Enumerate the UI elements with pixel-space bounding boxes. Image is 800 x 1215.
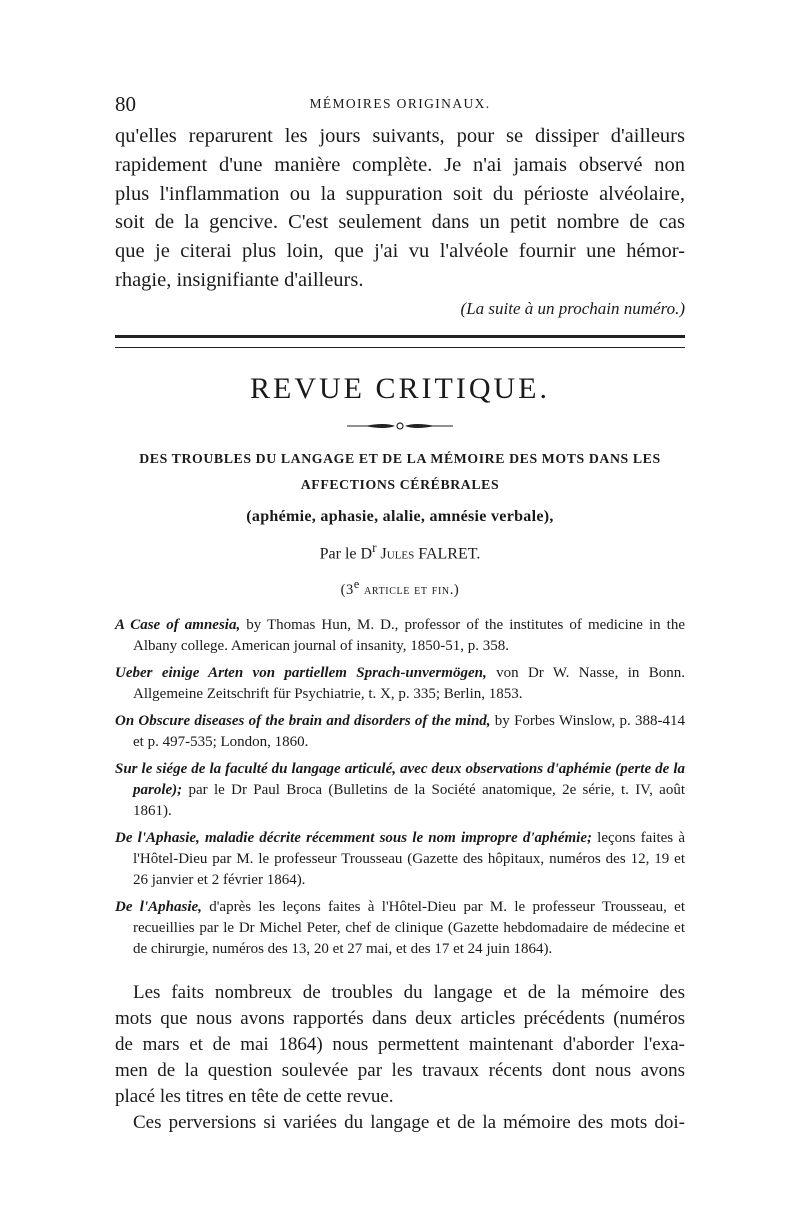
author-prefix: Par le D bbox=[319, 545, 373, 563]
reference-item bbox=[115, 615, 685, 657]
continuation-note: (La suite à un prochain numéro.) bbox=[460, 298, 685, 318]
lead-line: rapidement d'une manière complète. Je n'ai jamais observé non bbox=[115, 153, 685, 176]
running-head bbox=[115, 92, 685, 120]
lead-line: que je citerai plus loin, que j'ai vu l'alvéole fournir une hémor- bbox=[115, 240, 685, 263]
reference-title: Sur le siége de la faculté du langage articulé, avec deux observations d'aphémie (perte de la parole); bbox=[115, 760, 685, 798]
reference-item bbox=[115, 711, 685, 753]
lead-line: qu'elles reparurent les jours suivants, pour se dissiper d'ailleurs bbox=[115, 125, 685, 147]
author-sup: r bbox=[372, 539, 377, 555]
lead-line: soit de la gencive. C'est seulement dans un petit nombre de cas bbox=[115, 211, 685, 234]
reference-details: d'après les leçons faites à l'Hôtel-Dieu par M. le professeur Trousseau, et recueillies par le Dr Michel Peter, chef de clinique (Gazette hebdomadaire de médecine et de chirurgie, numéros des 13, 20 et 27 mai, et des 17 et 24 juin 1864). bbox=[133, 898, 685, 957]
article-part bbox=[115, 577, 685, 599]
reference-item bbox=[115, 663, 685, 705]
reference-item bbox=[115, 759, 685, 822]
lead-paragraph bbox=[115, 122, 685, 295]
lead-line: rhagie, insignifiante d'ailleurs. bbox=[115, 268, 364, 291]
reference-title: De l'Aphasie, bbox=[115, 898, 202, 915]
reference-details: leçons faites à l'Hôtel-Dieu par M. le professeur Trousseau (Gazette des hôpitaux, numéros des 12, 19 et 26 janvier et 2 février 1864). bbox=[133, 829, 685, 888]
reference-title: A Case of amnesia, bbox=[115, 616, 241, 633]
section-heading: MÉMOIRES ORIGINAUX. bbox=[309, 96, 491, 111]
reference-details: by Thomas Hun, M. D., professor of the institutes of medicine in the Albany college. American journal of insanity, 1850-51, p. 358. bbox=[133, 616, 685, 654]
reference-title: On Obscure diseases of the brain and disorders of the mind, bbox=[115, 712, 491, 729]
author-first-name: Jules bbox=[380, 545, 415, 563]
reference-list bbox=[115, 615, 685, 960]
revue-title: REVUE CRITIQUE. bbox=[250, 371, 550, 405]
body-line: men de la question soulevée par les travaux récents dont nous avons bbox=[115, 1059, 685, 1081]
article-title-line: AFFECTIONS CÉRÉBRALES bbox=[300, 476, 500, 492]
article-terms: (aphémie, aphasie, alalie, amnésie verbale), bbox=[246, 507, 554, 525]
article-title bbox=[115, 446, 685, 498]
body-paragraph bbox=[115, 980, 685, 1136]
reference-details: von Dr W. Nasse, in Bonn. Allgemeine Zeitschrift für Psychiatrie, t. X, p. 335; Berlin, 1853. bbox=[133, 664, 685, 702]
part-rest: article et fin.) bbox=[359, 581, 460, 598]
reference-details: by Forbes Winslow, p. 388-414 et p. 497-535; London, 1860. bbox=[133, 712, 685, 750]
body-line: Les faits nombreux de troubles du langage et de la mémoire des bbox=[133, 981, 685, 1003]
author-last-name: FALRET. bbox=[418, 545, 481, 563]
ornament-icon bbox=[345, 421, 455, 431]
part-prefix: (3 bbox=[340, 581, 354, 598]
article-author bbox=[115, 540, 685, 563]
body-line: Ces perversions si variées du langage et de la mémoire des mots doi- bbox=[133, 1111, 685, 1133]
lead-line: plus l'inflammation ou la suppuration soit du périoste alvéolaire, bbox=[115, 182, 685, 205]
page-number: 80 bbox=[115, 92, 136, 116]
reference-title: De l'Aphasie, maladie décrite récemment sous le nom impropre d'aphémie; bbox=[115, 829, 592, 846]
body-line: placé les titres en tête de cette revue. bbox=[115, 1085, 394, 1107]
part-sup: e bbox=[353, 577, 360, 592]
page bbox=[115, 92, 685, 1136]
reference-item bbox=[115, 897, 685, 960]
body-line: mots que nous avons rapportés dans deux articles précédents (numéros bbox=[115, 1007, 685, 1029]
article-title-line: DES TROUBLES DU LANGAGE ET DE LA MÉMOIRE DES MOTS DANS LES bbox=[139, 450, 661, 466]
double-rule-divider bbox=[115, 335, 685, 348]
flourish-ornament bbox=[115, 418, 685, 428]
reference-details: par le Dr Paul Broca (Bulletins de la Société anatomique, 2e série, t. IV, août 1861). bbox=[133, 781, 685, 819]
reference-title: Ueber einige Arten von partiellem Sprach-unvermögen, bbox=[115, 664, 487, 681]
body-line: de mars et de mai 1864) nous permettent maintenant d'aborder l'exa- bbox=[115, 1033, 685, 1055]
reference-item bbox=[115, 828, 685, 891]
